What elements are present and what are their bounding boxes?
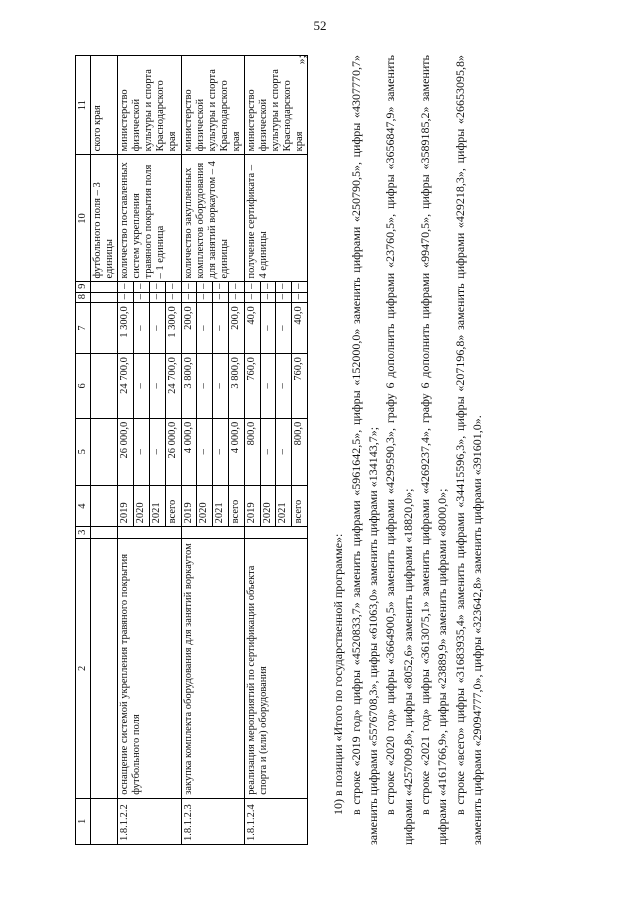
item-name: закупка комплекта оборудования для занятий воркаутом: [181, 538, 244, 798]
value-cell: 40,0: [292, 303, 308, 354]
value-cell: –: [276, 354, 292, 419]
result-cell: футбольного поля – 3 единицы: [91, 155, 118, 282]
header-cell: 1: [76, 798, 91, 844]
value-cell: –: [292, 282, 308, 292]
value-cell: –: [276, 292, 292, 302]
executor-cell: ского края: [91, 56, 118, 155]
executor-cell: министерство физической культуры и спорта Краснодарского края: [244, 56, 307, 155]
page-number: 52: [313, 18, 327, 33]
value-cell: –: [260, 418, 276, 485]
header-cell: 6: [76, 354, 91, 419]
value-cell: –: [197, 292, 213, 302]
value-cell: –: [244, 282, 260, 292]
value-cell: –: [197, 282, 213, 292]
value-cell: 200,0: [228, 303, 244, 354]
value-cell: –: [292, 292, 308, 302]
header-cell: 3: [76, 527, 91, 539]
header-cell: 9: [76, 282, 91, 292]
value-cell: 3 800,0: [181, 354, 197, 419]
value-cell: 760,0: [292, 354, 308, 419]
value-cell: –: [197, 303, 213, 354]
value-cell: –: [149, 418, 165, 485]
value-cell: –: [213, 292, 229, 302]
amendment-paragraph: 10) в позиции «Итого по государственной программе»:: [331, 533, 346, 815]
value-cell: –: [149, 282, 165, 292]
value-cell: –: [213, 282, 229, 292]
table-row: [181, 56, 197, 845]
value-cell: –: [213, 303, 229, 354]
value-cell: –: [276, 282, 292, 292]
value-cell: –: [149, 292, 165, 302]
value-cell: 40,0: [244, 303, 260, 354]
item-index: 1.8.1.2.4: [244, 798, 307, 844]
value-cell: –: [149, 303, 165, 354]
executor-cell: министерство физической культуры и спорта Краснодарского края: [181, 56, 244, 155]
year-cell: всего: [292, 485, 308, 527]
item-index: 1.8.1.2.3: [181, 798, 244, 844]
year-cell: 2021: [276, 485, 292, 527]
value-cell: 4 000,0: [181, 418, 197, 485]
value-cell: –: [134, 282, 150, 292]
value-cell: 760,0: [244, 354, 260, 419]
value-cell: 26 000,0: [165, 418, 181, 485]
amendment-paragraph: в строке «2020 год» цифры «3664900,5» заменить цифрами «4299590,3», графу 6 дополнить цифрами «23760,5», цифры «3656847,9» заменить цифрами «4257009,8», цифры «8052,6» заменить цифрами «18820,0»;: [383, 55, 415, 845]
header-cell: 10: [76, 155, 91, 282]
value-cell: –: [276, 418, 292, 485]
value-cell: 200,0: [181, 303, 197, 354]
rotated-page-content: [75, 55, 620, 845]
year-cell: всего: [228, 485, 244, 527]
value-cell: –: [134, 292, 150, 302]
year-cell: 2020: [197, 485, 213, 527]
value-cell: –: [213, 418, 229, 485]
value-cell: 24 700,0: [118, 354, 134, 419]
value-cell: –: [260, 282, 276, 292]
result-cell: количество закупленных комплектов оборудования для занятий воркаутом – 4 единицы: [181, 155, 244, 282]
value-cell: –: [118, 292, 134, 302]
table-continuation-row: [91, 56, 118, 845]
value-cell: –: [149, 354, 165, 419]
year-cell: 2019: [118, 485, 134, 527]
value-cell: –: [276, 303, 292, 354]
result-cell: получение сертификата – 4 единицы: [244, 155, 307, 282]
year-cell: 2020: [260, 485, 276, 527]
value-cell: 3 800,0: [228, 354, 244, 419]
header-cell: 11: [76, 56, 91, 155]
table-row: [244, 56, 260, 845]
value-cell: 1 300,0: [165, 303, 181, 354]
program-table: [75, 55, 308, 845]
value-cell: 800,0: [292, 418, 308, 485]
value-cell: –: [213, 354, 229, 419]
year-cell: всего: [165, 485, 181, 527]
value-cell: –: [260, 292, 276, 302]
header-cell: 7: [76, 303, 91, 354]
value-cell: –: [118, 282, 134, 292]
item-index: 1.8.1.2.2: [118, 798, 181, 844]
value-cell: –: [134, 303, 150, 354]
value-cell: 26 000,0: [118, 418, 134, 485]
value-cell: –: [228, 282, 244, 292]
value-cell: –: [228, 292, 244, 302]
year-cell: 2019: [181, 485, 197, 527]
header-cell: 5: [76, 418, 91, 485]
value-cell: 800,0: [244, 418, 260, 485]
value-cell: –: [260, 354, 276, 419]
year-cell: 2021: [213, 485, 229, 527]
table-row: [118, 56, 134, 845]
value-cell: –: [165, 292, 181, 302]
amendment-paragraph: в строке «2019 год» цифры «4520833,7» заменить цифрами «5961642,5», цифры «152000,0» заменить цифрами «250790,5», цифры «4307770,7» заменить цифрами «5576708,3», цифры «61063,0» заменить цифрами «134143,7»;: [348, 55, 380, 845]
value-cell: –: [134, 418, 150, 485]
header-cell: 8: [76, 292, 91, 302]
value-cell: –: [181, 282, 197, 292]
value-cell: 4 000,0: [228, 418, 244, 485]
value-cell: –: [165, 282, 181, 292]
value-cell: –: [197, 418, 213, 485]
year-cell: 2020: [134, 485, 150, 527]
value-cell: –: [134, 354, 150, 419]
value-cell: –: [197, 354, 213, 419]
header-cell: 4: [76, 485, 91, 527]
header-cell: 2: [76, 538, 91, 798]
executor-cell: министерство физической культуры и спорта Краснодарского края: [118, 56, 181, 155]
closing-mark: »;: [294, 55, 309, 65]
amendment-text: [330, 55, 487, 845]
value-cell: 24 700,0: [165, 354, 181, 419]
item-name: оснащение системой укрепления травяного покрытия футбольного поля: [118, 538, 181, 798]
table-header-row: [76, 56, 91, 845]
amendment-paragraph: в строке «2021 год» цифры «3613075,1» заменить цифрами «4269237,4», графу 6 дополнить цифрами «99470,5», цифры «3589185,2» заменить цифрами «4161766,9», цифры «23889,9» заменить цифрами «8000,0»;: [418, 55, 450, 845]
result-cell: количество поставленных систем укрепления травяного покрытия поля – 1 единица: [118, 155, 181, 282]
value-cell: –: [244, 292, 260, 302]
year-cell: 2021: [149, 485, 165, 527]
value-cell: 1 300,0: [118, 303, 134, 354]
value-cell: –: [260, 303, 276, 354]
value-cell: –: [181, 292, 197, 302]
item-name: реализация мероприятий по сертификации объекта спорта и (или) оборудования: [244, 538, 307, 798]
amendment-paragraph: в строке «всего» цифры «31683935,4» заменить цифрами «34415596,3», цифры «207196,8» заменить цифрами «429218,3», цифры «26653095,8» заменить цифрами «29094777,0», цифры «323642,8» заменить цифрами «391601,0».: [452, 55, 485, 845]
year-cell: 2019: [244, 485, 260, 527]
